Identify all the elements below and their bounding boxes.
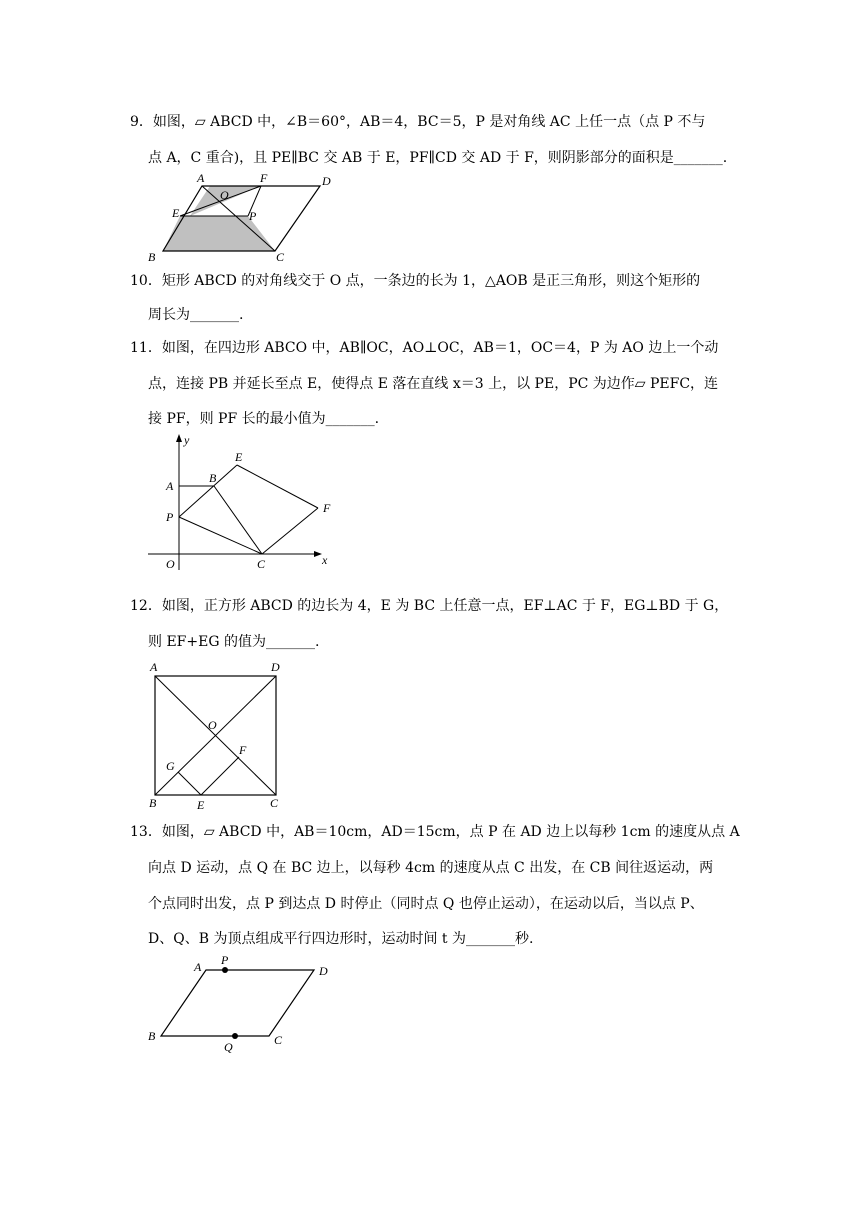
q12-label-e: E — [197, 798, 205, 812]
q11-label-x: x — [322, 553, 328, 567]
q11-label-b: B — [209, 471, 217, 485]
q13-point-q — [232, 1033, 238, 1039]
q12-line-1: 12．如图，正方形 ABCD 的边长为 4，E 为 BC 上任意一点，EF⊥AC 于 F，EG⊥BD 于 G， — [130, 598, 729, 614]
q9-line-2: 点 A，C 重合)，且 PE∥BC 交 AB 于 E，PF∥CD 交 AD 于 F，则阴影部分的面积是_______. — [148, 150, 728, 166]
q13-label-a: A — [194, 960, 202, 974]
q11-line-2: 点，连接 PB 并延长至点 E，使得点 E 落在直线 x＝3 上，以 PE，PC 为边作▱ PEFC，连 — [148, 376, 719, 392]
q9-label-f: F — [260, 171, 268, 185]
q9-label-c: C — [276, 250, 285, 264]
q11-label-f: F — [323, 501, 331, 515]
q12-label-a: A — [150, 660, 158, 674]
q11-figure — [140, 430, 350, 580]
q12-label-o: O — [208, 718, 217, 732]
q13-line-3: 个点同时出发，点 P 到达点 D 时停止（同时点 Q 也停止运动），在运动以后，当以点 P、 — [148, 896, 704, 912]
q10-line-2: 周长为_______. — [148, 307, 244, 323]
q11-segment-ef — [237, 465, 318, 508]
q13-line-2: 向点 D 运动，点 Q 在 BC 边上，以每秒 4cm 的速度从点 C 出发，在 CB 间往返运动，两 — [148, 860, 714, 876]
q9-label-a: A — [197, 171, 205, 185]
q13-line-4: D、Q、B 为顶点组成平行四边形时，运动时间 t 为_______秒. — [148, 931, 534, 947]
q9-label-b: B — [148, 250, 156, 264]
q11-label-o: O — [166, 557, 175, 571]
q11-label-a: A — [166, 479, 174, 493]
q13-label-c: C — [274, 1033, 283, 1047]
q11-segment-fc — [262, 508, 318, 554]
q12-label-f: F — [239, 743, 247, 757]
q9-line-1: 9．如图，▱ ABCD 中，∠B＝60°，AB＝4，BC＝5，P 是对角线 AC 上任一点（点 P 不与 — [130, 114, 706, 130]
q13-line-1: 13．如图，▱ ABCD 中，AB＝10cm，AD＝15cm，点 P 在 AD 边上以每秒 1cm 的速度从点 A — [130, 824, 740, 840]
q12-segment-ef — [201, 757, 239, 795]
q13-label-d: D — [319, 964, 328, 978]
q11-label-y: y — [184, 433, 190, 447]
q12-label-g: G — [166, 759, 175, 773]
q12-segment-eg — [178, 772, 201, 795]
q9-shaded-lower — [163, 216, 275, 251]
q13-label-p: P — [221, 953, 229, 967]
q12-label-d: D — [271, 660, 280, 674]
q11-label-e: E — [235, 450, 243, 464]
q9-label-e: E — [172, 206, 180, 220]
q12-line-2: 则 EF+EG 的值为_______. — [148, 634, 320, 650]
q12-label-c: C — [270, 796, 279, 810]
q12-figure — [140, 656, 300, 812]
q9-label-p: P — [249, 209, 257, 223]
q13-label-q: Q — [224, 1040, 233, 1054]
q11-segment-pe — [179, 465, 237, 517]
q11-y-arrow — [176, 434, 182, 442]
q10-line-1: 10．矩形 ABCD 的对角线交于 O 点，一条边的长为 1，△AOB 是正三角形，则这个矩形的 — [130, 273, 701, 289]
q13-figure — [140, 952, 350, 1054]
q11-label-p: P — [166, 510, 174, 524]
q11-line-3: 接 PF，则 PF 长的最小值为_______. — [148, 411, 380, 427]
q11-line-1: 11．如图，在四边形 ABCO 中，AB∥OC，AO⊥OC，AB＝1，OC＝4，P 为 AO 边上一个动 — [130, 340, 719, 356]
q13-point-p — [222, 967, 228, 973]
q13-label-b: B — [148, 1029, 156, 1043]
q13-parallelogram — [161, 970, 314, 1036]
q11-x-arrow — [314, 551, 322, 557]
q9-label-o: O — [220, 188, 229, 202]
q11-label-c: C — [257, 557, 266, 571]
q12-label-b: B — [149, 796, 157, 810]
q9-label-d: D — [322, 174, 331, 188]
q9-figure — [140, 168, 340, 266]
